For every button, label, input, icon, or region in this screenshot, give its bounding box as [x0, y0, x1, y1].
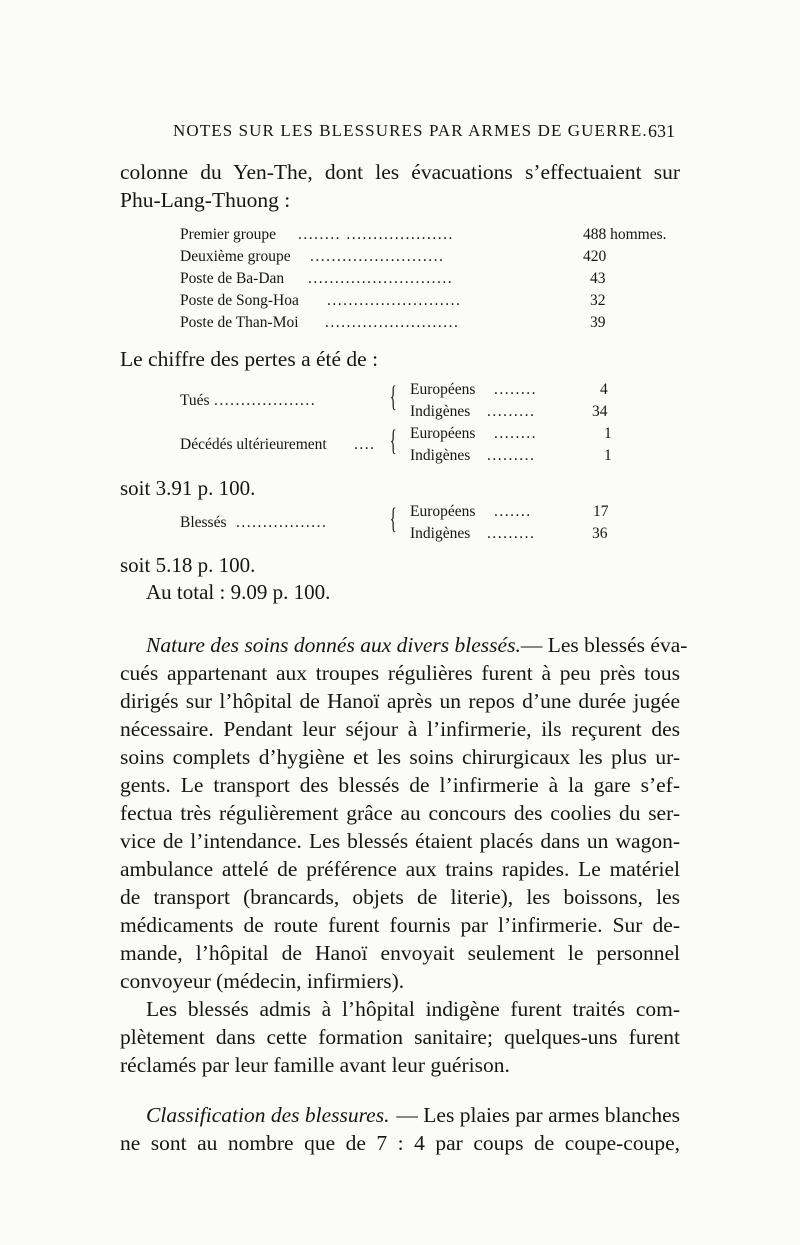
section-heading: Nature des soins donnés aux divers blessés. — [146, 633, 521, 657]
page-number: 631 — [648, 121, 675, 141]
losses-intro: Le chiffre des pertes a été de : — [120, 347, 379, 371]
decedes-label: Décédés ultérieurement — [180, 436, 327, 453]
leader-dots: ......... — [487, 525, 536, 542]
row-label: Indigènes — [410, 403, 471, 420]
row-value: 1 — [604, 447, 612, 464]
paragraph-line: médicaments de route furent fournis par l’infirmerie. Sur de- — [120, 913, 680, 937]
paragraph-line: ambulance attelé de préférence aux trains rapides. Le matériel — [120, 857, 680, 881]
row-label: Européens — [410, 381, 476, 398]
group-value: 39 — [590, 314, 606, 331]
leader-dots: ................. — [236, 514, 328, 531]
soit-blesses: soit 5.18 p. 100. — [120, 553, 256, 577]
group-value: 488 hommes. — [583, 226, 667, 243]
leader-dots: ......................... — [327, 292, 462, 309]
leader-dots: ........ — [494, 425, 537, 442]
row-value: 34 — [592, 403, 608, 420]
section-heading: Classification des blessures. — [146, 1103, 390, 1127]
section-first-line — [146, 1101, 680, 1129]
leader-dots: ........................... — [308, 270, 454, 287]
row-label: Européens — [410, 425, 476, 442]
soit-tues: soit 3.91 p. 100. — [120, 476, 256, 500]
group-label: Poste de Than-Moi — [180, 314, 299, 331]
paragraph-line: de transport (brancards, objets de literie), les boissons, les — [120, 885, 680, 909]
brace: { — [389, 424, 397, 457]
running-header-title: NOTES SUR LES BLESSURES PAR ARMES DE GUERRE. — [173, 121, 648, 140]
group-value: 32 — [590, 292, 606, 309]
leader-dots: ......... — [487, 403, 536, 420]
paragraph-line: mande, l’hôpital de Hanoï envoyait seulement le personnel — [120, 941, 680, 965]
leader-dots: ......... — [487, 447, 536, 464]
row-value: 4 — [600, 381, 608, 398]
leader-dots: ....... — [494, 503, 532, 520]
row-label: Indigènes — [410, 525, 471, 542]
leader-dots: ................... — [214, 392, 317, 409]
row-value: 1 — [604, 425, 612, 442]
paragraph-line: nécessaire. Pendant leur séjour à l’infirmerie, ils reçurent des — [120, 717, 680, 741]
paragraph-line: fectua très régulièrement grâce au concours des coolies du ser- — [120, 801, 680, 825]
group-label: Poste de Ba-Dan — [180, 270, 285, 287]
paragraph-line: Les blessés admis à l’hôpital indigène furent traités com- — [146, 997, 680, 1021]
intro-line-1: colonne du Yen-The, dont les évacuations s’effectuaient sur — [120, 160, 680, 184]
row-label: Indigènes — [410, 447, 471, 464]
group-value: 420 — [583, 248, 607, 265]
group-label: Premier groupe — [180, 226, 276, 243]
leader-dots: ........ — [494, 381, 537, 398]
blesses-label: Blessés — [180, 514, 227, 531]
row-label: Européens — [410, 503, 476, 520]
paragraph-line: — Les blessés éva- — [520, 633, 688, 657]
group-label: Poste de Song-Hoa — [180, 292, 299, 309]
total-percent: Au total : 9.09 p. 100. — [146, 580, 331, 604]
leader-dots: ......................... — [310, 248, 445, 265]
intro-line-2: Phu-Lang-Thuong : — [120, 188, 291, 212]
paragraph-line: cués appartenant aux troupes régulières furent à peu près tous — [120, 661, 680, 685]
paragraph-line: ne sont au nombre que de 7 : 4 par coups de coupe-coupe, — [120, 1131, 680, 1155]
paragraph-line: vice de l’intendance. Les blessés étaient placés dans un wagon- — [120, 829, 680, 853]
leader-dots: ........ .................... — [298, 226, 454, 243]
group-value: 43 — [590, 270, 606, 287]
paragraph-line: plètement dans cette formation sanitaire; quelques-uns furent — [120, 1025, 680, 1049]
row-value: 36 — [592, 525, 608, 542]
paragraph-line: dirigés sur l’hôpital de Hanoï après un repos d’une durée jugée — [120, 689, 680, 713]
tues-label: Tués — [180, 392, 210, 409]
group-label: Deuxième groupe — [180, 248, 291, 265]
paragraph-line: convoyeur (médecin, infirmiers). — [120, 969, 405, 993]
paragraph-line: réclamés par leur famille avant leur guérison. — [120, 1053, 510, 1077]
paragraph-line: soins complets d’hygiène et les soins chirurgicaux les plus ur- — [120, 745, 680, 769]
brace: { — [389, 380, 397, 413]
row-value: 17 — [593, 503, 609, 520]
paragraph-line: gents. Le transport des blessés de l’infirmerie à la gare s’ef- — [120, 773, 680, 797]
paragraph-line: — Les plaies par armes blanches — [396, 1103, 680, 1127]
section-first-line — [146, 631, 688, 659]
leader-dots: ......................... — [325, 314, 460, 331]
brace: { — [389, 502, 397, 535]
leader-dots: .... — [354, 436, 376, 453]
